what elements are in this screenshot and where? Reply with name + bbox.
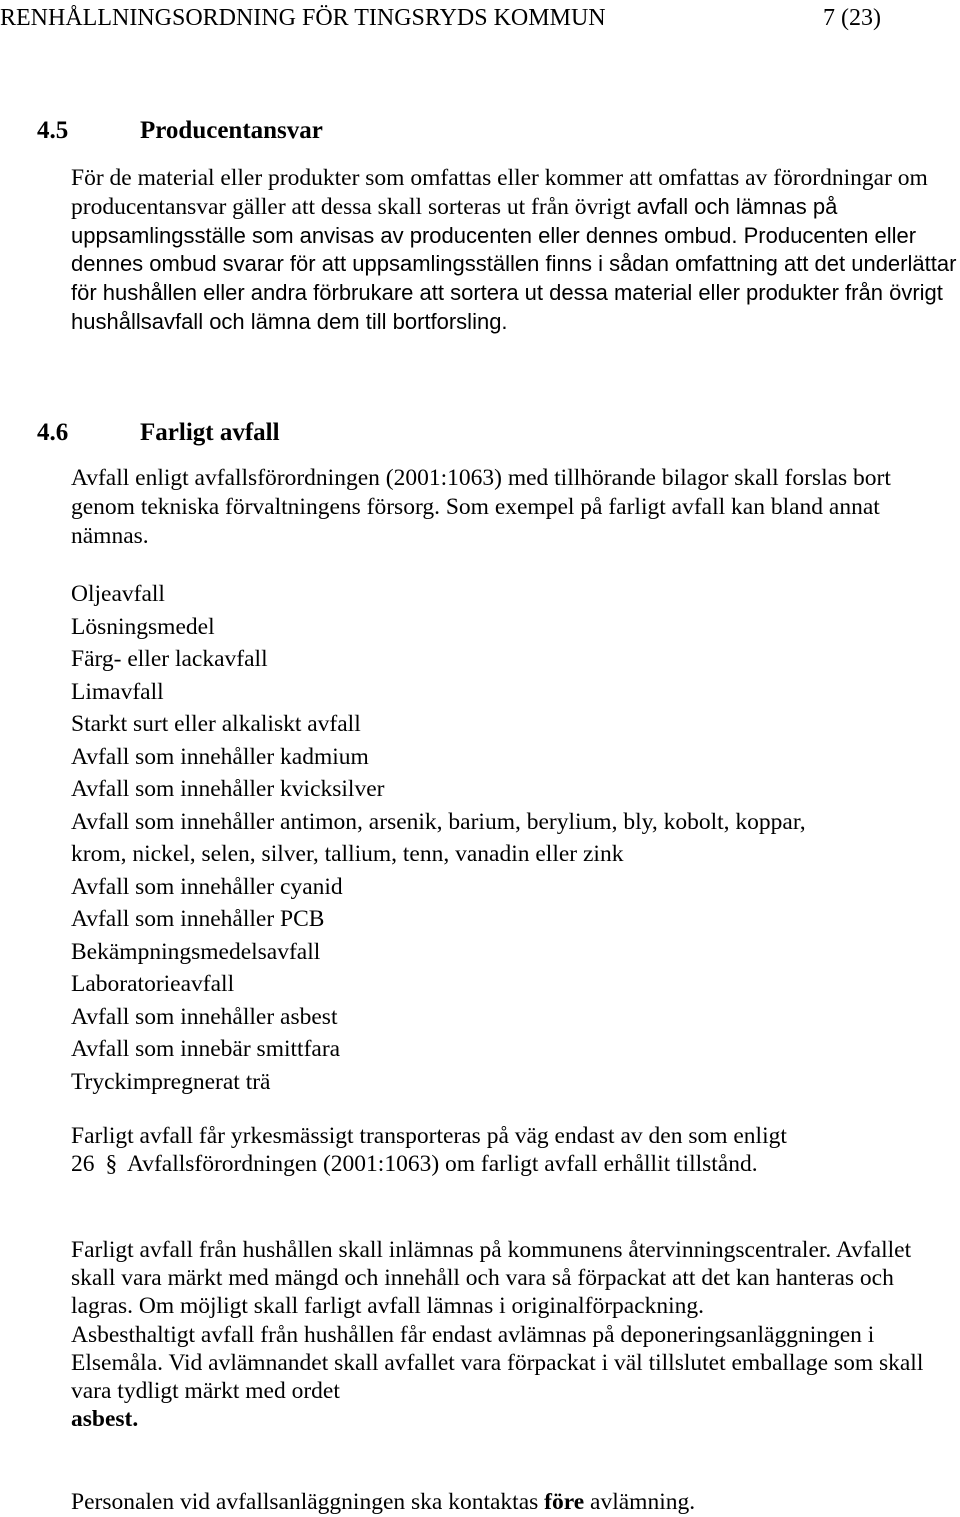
contact-text-end: avlämning.	[590, 1489, 696, 1515]
hazardous-waste-list	[71, 578, 806, 1098]
paragraph-text-sans: avfall och lämnas på uppsamlingsställe som anvisas av producenten eller dennes ombud. Producenten eller dennes ombud svarar för att uppsamlingsställen finns i sådan omfattning att det underlättar för hushållen eller andra förbrukare att sortera ut dessa material eller produkter från övrigt hushållsavfall och lämna dem till bortforsling.	[71, 193, 957, 334]
transport-text-cont: Avfallsförordningen (2001:1063) om farligt avfall erhållit tillstånd.	[126, 1151, 758, 1177]
list-item: Avfall som innehåller cyanid	[71, 873, 343, 900]
household-paragraph	[71, 1236, 960, 1433]
transport-text: Farligt avfall får yrkesmässigt transporteras på väg endast av den som enligt	[71, 1123, 787, 1149]
contact-emphasis: före	[544, 1489, 585, 1515]
paragraph-number: 26	[71, 1151, 95, 1177]
list-item: Avfall som innehåller kadmium	[71, 743, 369, 770]
household-text: Farligt avfall från hushållen skall inlämnas på kommunens återvinningscentraler. Avfallet skall vara märkt med mängd och innehåll och vara så förpackat att det kan hanteras och lagras. Om möjligt skall farligt avfall lämnas i originalförpackning.	[71, 1237, 912, 1320]
list-item: krom, nickel, selen, silver, tallium, tenn, vanadin eller zink	[71, 841, 624, 867]
section-number: 4.5	[37, 117, 69, 144]
list-item: Bekämpningsmedelsavfall	[71, 938, 321, 965]
list-item: Avfall som innehåller antimon, arsenik, barium, berylium, bly, kobolt, koppar,	[71, 808, 806, 835]
list-item: Avfall som innehåller asbest	[71, 1003, 338, 1030]
hazardous-waste-intro: Avfall enligt avfallsförordningen (2001:1063) med tillhörande bilagor skall forslas bort genom tekniska förvaltningens försorg. Som exempel på farligt avfall kan bland annat nämnas.	[71, 465, 891, 549]
list-item: Färg- eller lackavfall	[71, 646, 268, 672]
list-item: Lösningsmedel	[71, 613, 215, 640]
list-item: Avfall som innehåller kvicksilver	[71, 776, 385, 802]
section-title: Producentansvar	[140, 117, 323, 144]
list-item: Avfall som innebär smittfara	[71, 1036, 341, 1062]
transport-paragraph	[71, 1122, 960, 1178]
section-heading-4-5	[37, 116, 323, 146]
asbestos-text: Asbesthaltigt avfall från hushållen får endast avlämnas på deponeringsanläggningen i Elsemåla. Vid avlämnandet skall avfallet vara förpackat i väl tillslutet emballage som skall vara tydligt märkt med ordet	[71, 1321, 924, 1405]
section-title: Farligt avfall	[140, 419, 280, 446]
paragraph-text-serif: För de material eller produkter som omfattas eller kommer att omfattas av förordningar om producentansvar gäller att dessa skall sorteras ut från övrigt	[71, 165, 928, 220]
asbestos-word: asbest.	[71, 1406, 139, 1433]
section-number: 4.6	[37, 419, 69, 446]
contact-text: Personalen vid avfallsanläggningen ska kontaktas	[71, 1489, 539, 1515]
contact-paragraph	[71, 1488, 960, 1517]
list-item: Limavfall	[71, 678, 164, 705]
list-item: Tryckimpregnerat trä	[71, 1068, 271, 1095]
page-number: 7 (23)	[823, 5, 881, 31]
producer-responsibility-paragraph	[71, 164, 960, 337]
page-header	[0, 4, 881, 32]
list-item: Avfall som innehåller PCB	[71, 906, 325, 932]
section-sign: §	[105, 1151, 118, 1177]
list-item: Laboratorieavfall	[71, 971, 235, 997]
document-title: RENHÅLLNINGSORDNING FÖR TINGSRYDS KOMMUN	[0, 5, 606, 31]
section-heading-4-6	[37, 418, 280, 448]
list-item: Oljeavfall	[71, 581, 165, 607]
list-item: Starkt surt eller alkaliskt avfall	[71, 711, 361, 737]
